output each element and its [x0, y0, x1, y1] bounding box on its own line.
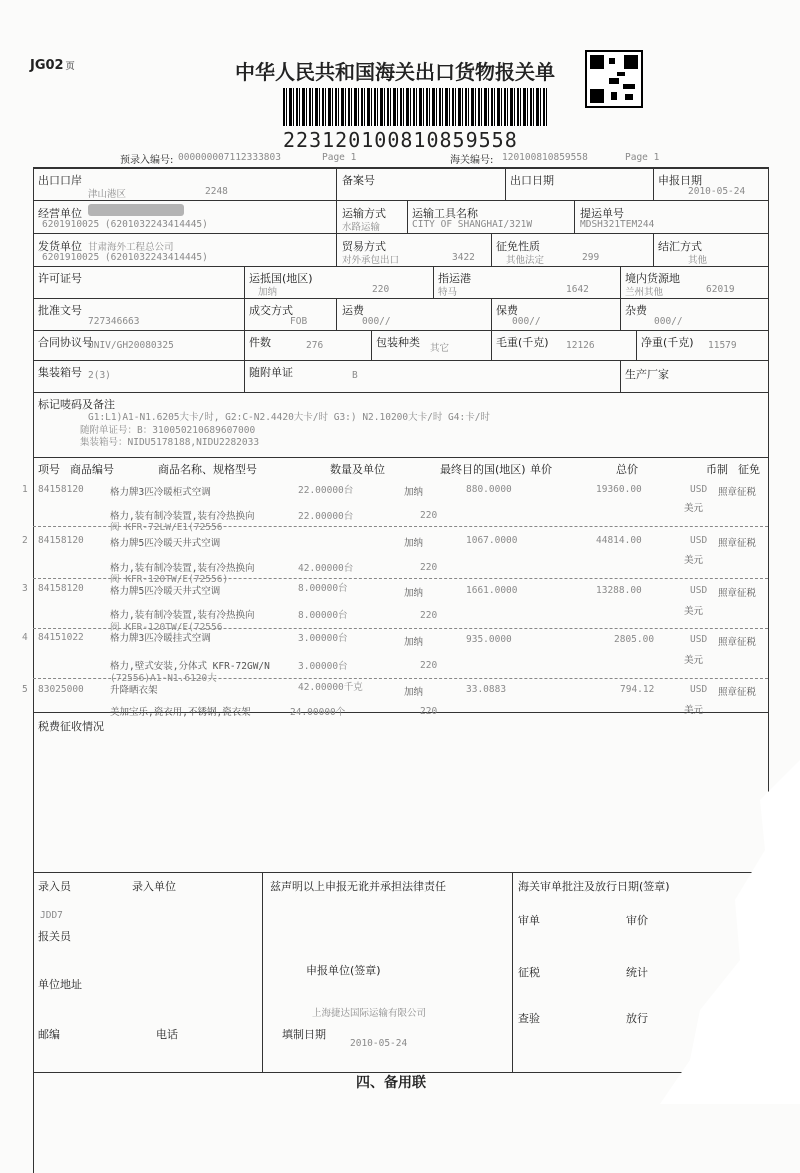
customs-no: 120100810859558: [502, 152, 588, 163]
pack-type-value: 其它: [430, 343, 450, 354]
marks-line1: G1:L1)A1-N1.6205大卡/时, G2:C-N2.4420大卡/时 G3:) N2.10200大卡/时 G4:卡/时: [88, 412, 490, 423]
levy-label: 征免性质: [496, 240, 540, 253]
release-label: 放行: [626, 1012, 648, 1025]
items-header-dest: 最终目的国(地区): [440, 463, 526, 476]
declare-date-value: 2010-05-24: [688, 186, 746, 197]
fill-date-value: 2010-05-24: [350, 1038, 408, 1049]
marks-line2: 随附单证号：B：310050210689607000: [80, 425, 256, 436]
items-header-levy: 征免: [738, 463, 760, 476]
marks-label: 标记唛码及备注: [38, 398, 115, 411]
dest-port-value: 特马: [438, 287, 458, 298]
dest-country-label: 运抵国(地区): [249, 272, 313, 285]
page-left: Page 1: [322, 152, 357, 163]
insurance-value: 000//: [512, 316, 541, 327]
transport-tool-value: CITY OF SHANGHAI/321W: [412, 219, 533, 230]
items-header-price: 单价: [530, 463, 552, 476]
approval-label: 批准文号: [38, 304, 82, 317]
export-date-label: 出口日期: [510, 174, 554, 187]
packages-label: 件数: [249, 336, 271, 349]
gross-value: 12126: [566, 340, 595, 351]
insurance-label: 保费: [496, 304, 518, 317]
operator-value: 6201910025 (6201032243414445): [42, 219, 208, 230]
source-value: 兰州其他: [625, 287, 664, 298]
misc-label: 杂费: [625, 304, 647, 317]
entry-clerk-label: 录入员: [38, 880, 71, 893]
transport-mode-label: 运输方式: [342, 207, 386, 220]
qr-code-icon: [585, 50, 643, 108]
items-header-code: 商品编号: [70, 463, 114, 476]
items-header-no: 项号: [38, 463, 60, 476]
dest-country-code: 220: [372, 284, 390, 295]
bill-no-value: MDSH321TEM244: [580, 219, 655, 230]
record-no-label: 备案号: [342, 174, 375, 187]
stats-label: 统计: [626, 966, 648, 979]
pack-type-label: 包装种类: [376, 336, 420, 349]
fill-date-label: 填制日期: [282, 1028, 326, 1041]
declarant-label: 报关员: [38, 930, 71, 943]
entry-unit-label: 录入单位: [132, 880, 176, 893]
torn-corner: [640, 760, 800, 1104]
packages-value: 276: [306, 340, 324, 351]
export-port-label: 出口口岸: [38, 174, 82, 187]
license-label: 许可证号: [38, 272, 82, 285]
container-label: 集装箱号: [38, 366, 82, 379]
consignor-label: 发货单位: [38, 240, 82, 253]
form-title: 中华人民共和国海关出口货物报关单: [235, 60, 555, 84]
bill-no-label: 提运单号: [580, 207, 624, 220]
trade-mode-code: 3422: [452, 252, 475, 263]
settlement-value: 其他: [688, 255, 708, 266]
tax-levy-label: 征税: [518, 966, 540, 979]
dest-country-value: 加纳: [258, 287, 278, 298]
form-code: JG02 页: [30, 58, 75, 73]
copy-name: 四、备用联: [356, 1075, 426, 1091]
barcode-icon: [283, 88, 547, 126]
items-header-total: 总价: [616, 463, 638, 476]
pricing-label: 审价: [626, 914, 648, 927]
items-header-qty: 数量及单位: [330, 463, 385, 476]
declare-date-label: 申报日期: [658, 174, 702, 187]
operator-label: 经营单位: [38, 207, 82, 220]
consignor-code: 6201910025 (6201032243414445): [42, 252, 208, 263]
freight-value: 000//: [362, 316, 391, 327]
barcode-number: 223120100810859558: [283, 128, 518, 152]
trade-mode-label: 贸易方式: [342, 240, 386, 253]
container-value: 2(3): [88, 370, 111, 381]
dest-port-label: 指运港: [438, 272, 471, 285]
pre-entry-no: 000000007112333803: [178, 152, 281, 163]
customs-approval-label: 海关审单批注及放行日期(签章): [518, 880, 670, 893]
transport-mode-value: 水路运输: [342, 222, 381, 233]
approval-value: 727346663: [88, 316, 140, 327]
company-name: 上海捷达国际运输有限公司: [312, 1008, 427, 1019]
deal-mode-label: 成交方式: [249, 304, 293, 317]
review-label: 审单: [518, 914, 540, 927]
freight-label: 运费: [342, 304, 364, 317]
net-label: 净重(千克): [641, 336, 694, 349]
trade-mode-value: 对外承包出口: [342, 255, 400, 266]
marks-line3: 集装箱号：NIDU5178188,NIDU2282033: [80, 437, 260, 448]
attached-doc-label: 随附单证: [249, 366, 293, 379]
phone-label: 电话: [156, 1028, 178, 1041]
deal-mode-value: FOB: [290, 316, 308, 327]
levy-value: 其他法定: [506, 255, 545, 266]
page-right: Page 1: [625, 152, 660, 163]
attached-doc-value: B: [352, 370, 358, 381]
consignor-name: 甘肃海外工程总公司: [88, 242, 174, 253]
source-code: 62019: [706, 284, 735, 295]
pre-entry-label: 预录入编号:: [120, 155, 174, 166]
entry-clerk-value: JDD7: [40, 910, 63, 921]
items-header-name: 商品名称、规格型号: [158, 463, 257, 476]
declare-unit-label: 申报单位(签章): [306, 964, 381, 977]
net-value: 11579: [708, 340, 737, 351]
unit-address-label: 单位地址: [38, 978, 82, 991]
inspection-label: 查验: [518, 1012, 540, 1025]
contract-value: UNIV/GH20080325: [88, 340, 174, 351]
export-port-code: 2248: [205, 186, 228, 197]
misc-value: 000//: [654, 316, 683, 327]
tax-label: 税费征收情况: [38, 720, 104, 733]
contract-label: 合同协议号: [38, 336, 93, 349]
postcode-label: 邮编: [38, 1028, 60, 1041]
redacted-name: [88, 204, 184, 216]
customs-no-label: 海关编号:: [450, 155, 494, 166]
transport-tool-label: 运输工具名称: [412, 207, 478, 220]
source-label: 境内货源地: [625, 272, 680, 285]
dest-port-code: 1642: [566, 284, 589, 295]
manufacturer-label: 生产厂家: [625, 368, 669, 381]
declaration-statement: 兹声明以上申报无讹并承担法律责任: [270, 880, 446, 893]
settlement-label: 结汇方式: [658, 240, 702, 253]
gross-label: 毛重(千克): [496, 336, 549, 349]
export-port-value: 津山港区: [88, 189, 127, 200]
levy-code: 299: [582, 252, 600, 263]
items-header-currency: 币制: [706, 463, 728, 476]
